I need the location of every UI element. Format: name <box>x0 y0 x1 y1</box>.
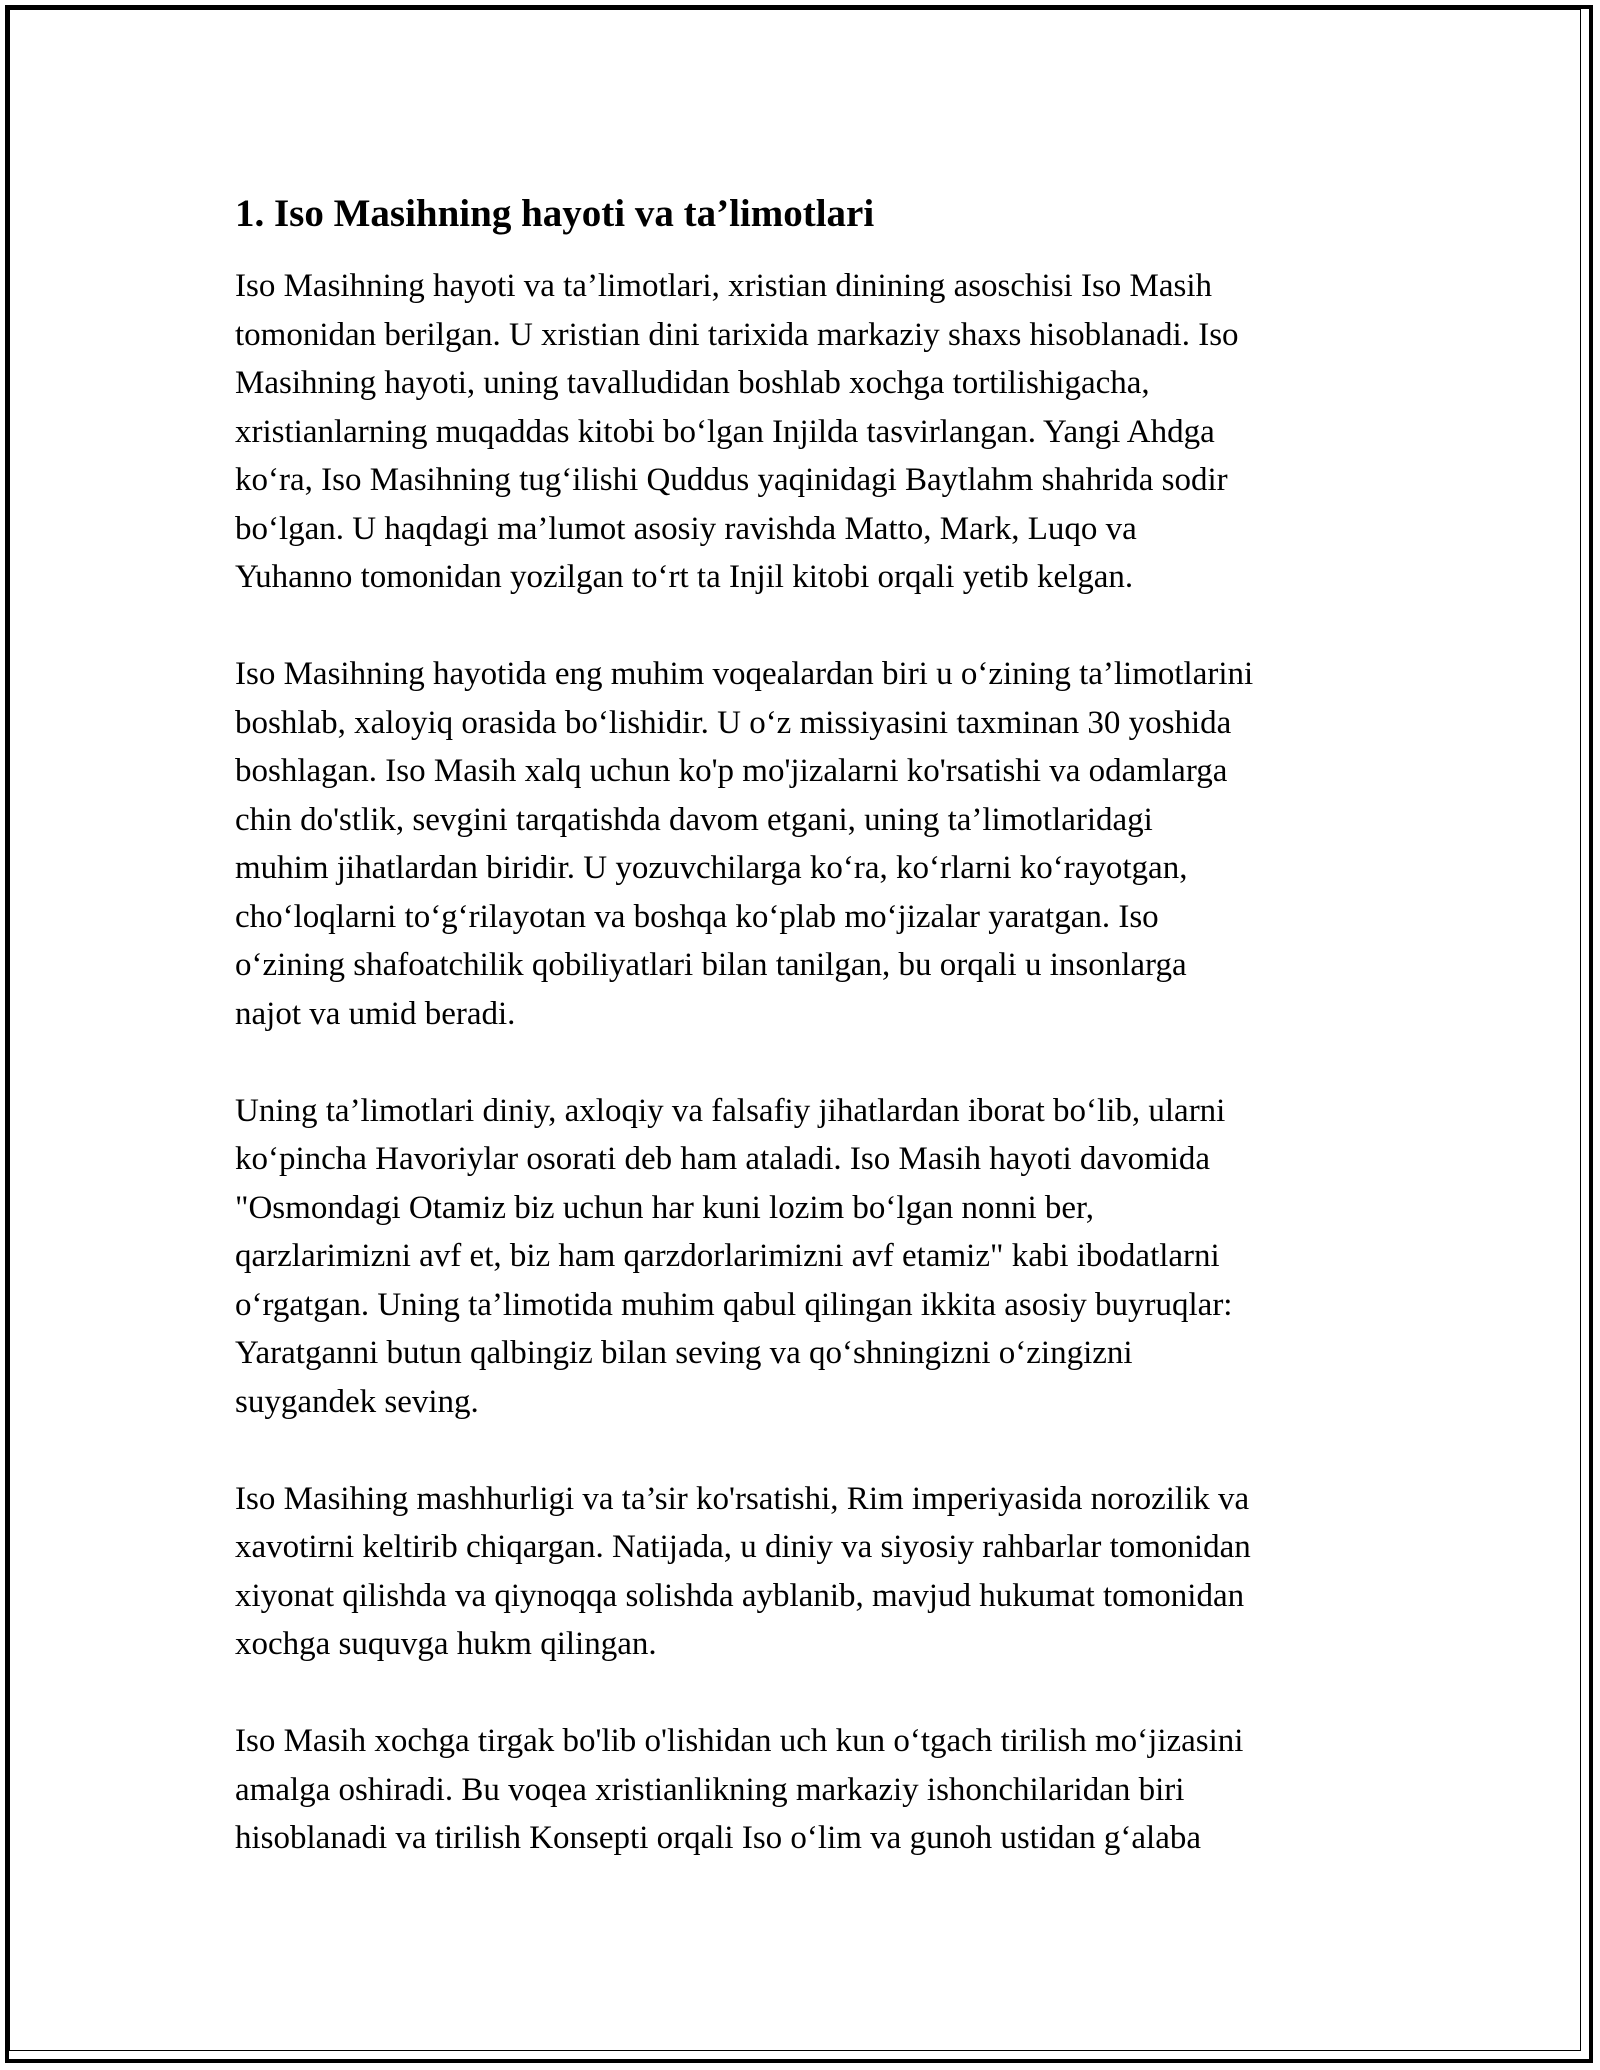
paragraph-line: Uning ta’limotlari diniy, axloqiy va falsafiy jihatlardan iborat boʻlib, ularni <box>235 1092 1226 1129</box>
paragraph-line: xochga suquvga hukm qilingan. <box>235 1626 657 1662</box>
paragraph-line: oʻzining shafoatchilik qobiliyatlari bilan tanilgan, bu orqali u insonlarga <box>235 947 1187 983</box>
paragraph-line: Yuhanno tomonidan yozilgan toʻrt ta Injil kitobi orqali yetib kelgan. <box>235 559 1134 595</box>
paragraph-3 <box>235 1087 1370 1427</box>
paragraph-line: xavotirni keltirib chiqargan. Natijada, u diniy va siyosiy rahbarlar tomonidan <box>235 1529 1251 1565</box>
paragraph-line: muhim jihatlardan biridir. U yozuvchilarga koʻra, koʻrlarni koʻrayotgan, <box>235 850 1188 886</box>
paragraph-1 <box>235 262 1370 602</box>
paragraph-line: Iso Masihning hayoti va ta’limotlari, xristian dinining asoschisi Iso Masih <box>235 268 1213 304</box>
paragraph-line: xristianlarning muqaddas kitobi boʻlgan Injilda tasvirlangan. Yangi Ahdga <box>235 413 1215 450</box>
paragraph-line: xiyonat qilishda va qiynoqqa solishda ayblanib, mavjud hukumat tomonidan <box>235 1577 1245 1614</box>
paragraph-2 <box>235 650 1370 1038</box>
paragraph-line: chin do'stlik, sevgini tarqatishda davom etgani, uning ta’limotlaridagi <box>235 801 1153 838</box>
document-body <box>235 190 1370 1911</box>
paragraph-5 <box>235 1717 1370 1863</box>
paragraph-4 <box>235 1475 1370 1669</box>
paragraph-line: Iso Masihing mashhurligi va ta’sir ko'rsatishi, Rim imperiyasida norozilik va <box>235 1480 1250 1517</box>
paragraph-line: koʻpincha Havoriylar osorati deb ham ataladi. Iso Masih hayoti davomida <box>235 1141 1211 1177</box>
paragraph-line: boshlab, xaloyiq orasida boʻlishidir. U oʻz missiyasini taxminan 30 yoshida <box>235 704 1232 741</box>
paragraph-line: oʻrgatgan. Uning ta’limotida muhim qabul qilingan ikkita asosiy buyruqlar: <box>235 1286 1233 1323</box>
paragraph-line: amalga oshiradi. Bu voqea xristianlikning markaziy ishonchilaridan biri <box>235 1771 1185 1808</box>
paragraph-line: "Osmondagi Otamiz biz uchun har kuni lozim boʻlgan nonni ber, <box>235 1189 1094 1226</box>
paragraph-line: hisoblanadi va tirilish Konsepti orqali Iso oʻlim va gunoh ustidan gʻalaba <box>235 1820 1201 1856</box>
paragraph-line: qarzlarimizni avf et, biz ham qarzdorlarimizni avf etamiz" kabi ibodatlarni <box>235 1238 1220 1274</box>
paragraph-line: Yaratganni butun qalbingiz bilan seving va qoʻshningizni oʻzingizni <box>235 1335 1133 1371</box>
paragraph-line: choʻloqlarni toʻgʻrilayotan va boshqa koʻplab moʻjizalar yaratgan. Iso <box>235 898 1159 935</box>
paragraph-line: tomonidan berilgan. U xristian dini tarixida markaziy shaxs hisoblanadi. Iso <box>235 316 1239 353</box>
paragraph-line: boʻlgan. U haqdagi ma’lumot asosiy ravishda Matto, Mark, Luqo va <box>235 510 1137 547</box>
section-heading: 1. Iso Masihning hayoti va ta’limotlari <box>235 192 875 235</box>
paragraph-line: boshlagan. Iso Masih xalq uchun ko'p mo'jizalarni ko'rsatishi va odamlarga <box>235 753 1228 789</box>
paragraph-line: koʻra, Iso Masihning tugʻilishi Quddus yaqinidagi Baytlahm shahrida sodir <box>235 462 1228 498</box>
paragraph-line: najot va umid beradi. <box>235 995 516 1032</box>
paragraph-line: Iso Masih xochga tirgak bo'lib o'lishidan uch kun oʻtgach tirilish moʻjizasini <box>235 1723 1244 1759</box>
paragraph-line: suygandek seving. <box>235 1383 479 1420</box>
paragraph-line: Iso Masihning hayotida eng muhim voqealardan biri u oʻzining ta’limotlarini <box>235 656 1254 692</box>
paragraph-line: Masihning hayoti, uning tavalludidan boshlab xochga tortilishigacha, <box>235 365 1150 401</box>
